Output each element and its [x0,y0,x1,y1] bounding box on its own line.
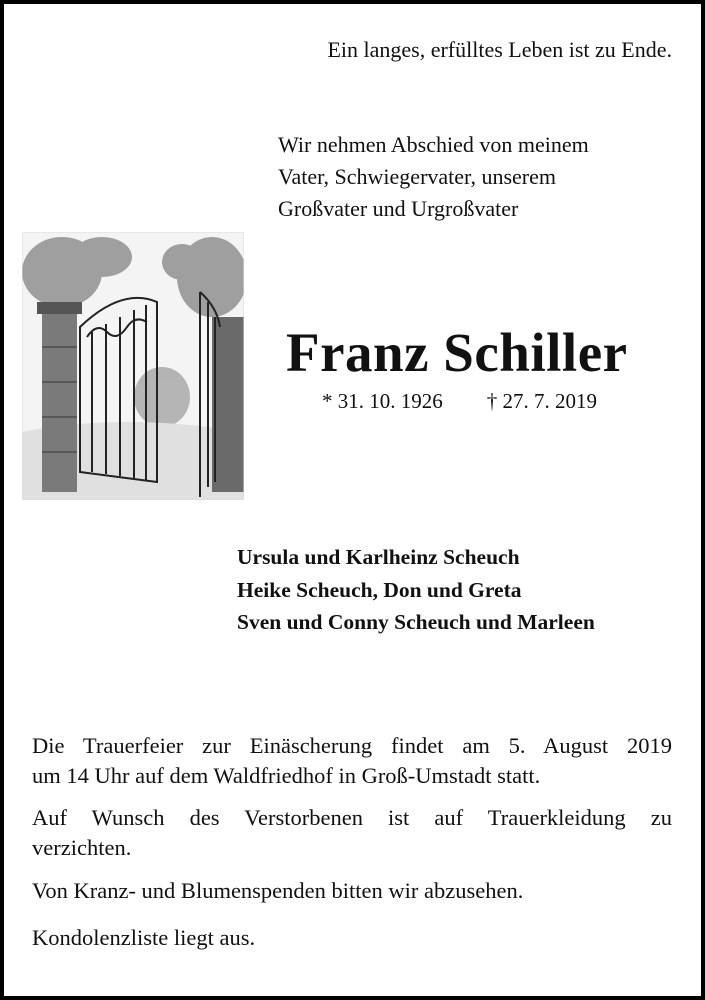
intro-line: Wir nehmen Abschied von meinem [278,132,589,157]
mourner-line: Sven und Conny Scheuch und Marleen [237,610,595,634]
intro-text [278,129,589,225]
death-date: † 27. 7. 2019 [486,389,597,413]
birth-date: * 31. 10. 1926 [322,389,443,413]
notice-line: Von Kranz- und Blumenspenden bitten wir abzusehen. [32,878,524,903]
gate-illustration-icon [22,232,244,500]
life-dates [322,385,597,417]
flowers-notice [32,876,672,906]
notice-line: verzichten. [32,835,132,860]
notice-line: Auf Wunsch des Verstorbenen ist auf Trauerkleidung zu [32,805,672,830]
condolence-notice [32,923,672,953]
deceased-name: Franz Schiller [286,322,628,383]
intro-line: Großvater und Urgroßvater [278,196,519,221]
notice-line: Die Trauerfeier zur Einäscherung findet am 5. August 2019 [32,733,672,758]
funeral-notice [32,731,672,791]
notice-line: Kondolenzliste liegt aus. [32,925,256,950]
mourner-line: Ursula und Karlheinz Scheuch [237,545,520,569]
mourner-line: Heike Scheuch, Don und Greta [237,577,522,602]
mourners-list [237,541,595,639]
intro-line: Vater, Schwiegervater, unserem [278,164,557,189]
notice-line: um 14 Uhr auf dem Waldfriedhof in Groß-Umstadt statt. [32,763,541,788]
dress-notice [32,803,672,863]
motto-line: Ein langes, erfülltes Leben ist zu Ende. [327,37,672,62]
